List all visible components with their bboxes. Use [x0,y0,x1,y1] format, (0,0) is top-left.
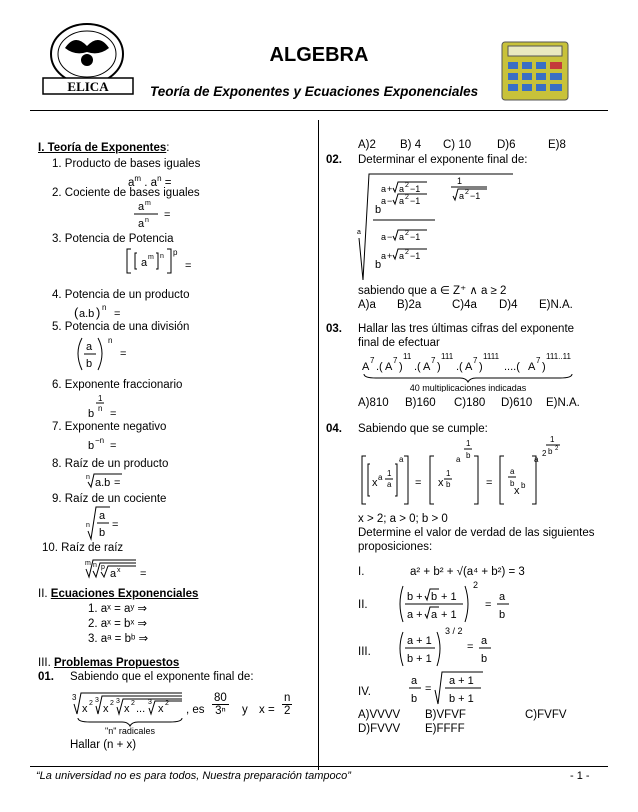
svg-text:b: b [510,479,515,488]
header-divider [30,110,608,111]
svg-text:2: 2 [405,230,409,237]
svg-text:−1: −1 [410,184,421,194]
svg-text:=: = [110,440,117,452]
page-title: ALGEBRA [269,44,369,66]
answer-option: B)VFVF [425,709,466,721]
svg-text:m: m [85,560,91,567]
answer-option: C)4a [452,299,477,311]
problem-text: Hallar las tres últimas cifras del exponente [358,323,575,335]
svg-text:7: 7 [431,356,436,365]
rule-item: 6. Exponente fraccionario [52,379,183,391]
svg-text:n: n [102,303,107,312]
svg-text:=: = [485,599,492,611]
answer-option: A)810 [358,397,389,409]
svg-text:a.b: a.b [95,477,111,489]
answer-option: B)160 [405,397,436,409]
svg-text:n: n [86,522,90,529]
fraction-80-over-3n: $\frac{80}{\text{3ⁿ}}$ [214,692,227,717]
svg-text:7: 7 [473,356,478,365]
svg-text:1: 1 [466,439,471,448]
svg-text:(: ( [74,305,79,320]
svg-text:b: b [548,447,553,456]
svg-text:b: b [88,408,95,420]
svg-text:1: 1 [446,469,451,478]
problem-text: Sabiendo que se cumple: [358,423,488,435]
svg-text:): ) [96,305,101,320]
rule-item: 8. Raíz de un producto [52,458,169,470]
svg-text:a + 1: a + 1 [449,675,474,687]
svg-text:a: a [456,455,461,464]
answer-option: D)4 [499,299,518,311]
svg-text:a: a [499,591,506,603]
svg-text:−: − [387,196,393,206]
svg-text:a: a [534,455,539,464]
svg-text:a: a [138,201,145,213]
problem-text: Sabiendo que el exponente final de: [70,671,254,683]
rule-item: 10. Raíz de raíz [42,542,124,554]
svg-text:−1: −1 [470,191,481,201]
svg-text:a: a [459,191,465,201]
svg-text:a: a [381,232,387,242]
svg-text:b + 1: b + 1 [407,653,432,665]
proposition-4 [405,670,505,710]
problem-text-y: y [242,704,248,716]
equation-rule: 2. aˣ = bˣ ⇒ [88,618,148,630]
answer-option: B)2a [397,299,422,311]
svg-text:=: = [415,477,422,489]
svg-text:b: b [99,527,106,539]
svg-text:a: a [399,232,405,242]
svg-text:2: 2 [405,249,409,256]
svg-text:2: 2 [405,182,409,189]
calculator-icon [500,40,570,102]
answer-option: E)8 [548,139,566,151]
problem-text-es: , es [186,704,205,716]
svg-text:a: a [399,196,405,206]
svg-text:n: n [160,253,164,260]
svg-text:n: n [86,474,90,481]
answer-option: C)180 [454,397,486,409]
formula-quotient [130,197,190,231]
svg-text:b: b [481,653,488,665]
svg-text:+ 1: + 1 [441,591,457,603]
svg-text:x: x [103,703,109,715]
svg-text:x: x [82,703,88,715]
svg-text:40 multiplicaciones indicada: 40 multiplicaciones indicadas [409,383,527,392]
svg-text:): ) [479,361,483,373]
svg-text:x: x [372,477,378,489]
svg-text:1: 1 [98,394,103,403]
problem-condition: x > 2; a > 0; b > 0 [358,513,448,525]
section-2-heading: II. Ecuaciones Exponenciales [38,588,199,600]
answer-option: A)a [358,299,376,311]
svg-text:=: = [110,408,117,420]
svg-text:a: a [381,251,387,261]
svg-text:...: ... [136,703,146,715]
svg-text:1111: 1111 [483,352,500,361]
answer-option: D)610 [501,397,533,409]
svg-text:x: x [124,703,130,715]
svg-text:a: a [381,196,387,206]
fraction-n-over-2: $\frac{n}{2}$ [284,692,291,717]
svg-text:a: a [481,635,488,647]
svg-text:a: a [399,184,405,194]
rule-item: 9. Raíz de un cociente [52,493,167,505]
proposition-label: III. [358,646,371,658]
proposition-label: II. [358,599,368,611]
svg-text:b: b [499,609,506,621]
answer-option: C)FVFV [525,709,567,721]
svg-text:a: a [378,473,383,482]
problem-text-x: x = [259,704,275,716]
svg-text:a: a [86,341,93,353]
svg-text:2: 2 [110,700,114,707]
svg-text:): ) [542,361,546,373]
svg-text:A: A [528,361,536,373]
svg-text:.(: .( [456,361,463,373]
svg-text:2: 2 [165,700,169,707]
svg-text:a: a [381,184,387,194]
svg-text:a: a [411,675,418,687]
page-number: - 1 - [570,770,590,782]
svg-text:b: b [375,259,382,271]
svg-text:b: b [375,204,382,216]
svg-text:b +: b + [407,591,423,603]
svg-text:b: b [431,591,438,603]
svg-text:.(: .( [376,361,383,373]
svg-text:2: 2 [131,700,135,707]
formula-negative-exponent [84,434,154,454]
answer-option: A)VVVV [358,709,401,721]
section-3-heading: III. Problemas Propuestos [38,657,180,669]
formula-nested-radicals [70,690,190,734]
svg-text:a: a [387,480,392,489]
svg-text:n: n [108,336,113,345]
svg-text:a: a [510,467,515,476]
svg-text:b: b [411,693,418,705]
formula-power-of-power [125,245,205,277]
svg-text:b: b [86,358,93,370]
svg-text:p: p [173,248,178,257]
answer-option: E)N.A. [546,397,580,409]
formula-root-product [84,470,154,490]
svg-text:=: = [140,568,147,580]
svg-text:"n" radicales: "n" radicales [105,726,155,734]
formula-nested-exponent [355,168,515,284]
problem-text: Determine el valor de verdad de las siguientes [358,527,595,539]
svg-text:ELICA: ELICA [67,79,109,94]
svg-text:2: 2 [405,194,409,201]
formula-product: $a^m$ . $a^n$ = [128,174,172,189]
svg-text:b: b [521,481,526,490]
answer-option: A)2 [358,139,376,151]
problem-number: 02. [326,154,342,166]
rule-item: 5. Potencia de una división [52,321,190,333]
svg-text:x: x [438,477,444,489]
footer-quote: “La universidad no es para todos, Nuestra preparación tampoco” [36,770,351,782]
svg-text:b: b [88,440,95,452]
answer-option: E)N.A. [539,299,573,311]
svg-text:3 / 2: 3 / 2 [445,626,463,636]
svg-text:7: 7 [370,356,375,365]
svg-text:=: = [486,477,493,489]
rule-item: 3. Potencia de Potencia [52,233,174,245]
svg-text:2: 2 [542,449,547,458]
svg-text:a: a [141,257,148,269]
formula-fractional-exponent [84,393,144,423]
svg-text:3: 3 [95,697,99,704]
svg-text:2: 2 [465,189,469,196]
svg-text:=: = [114,477,121,489]
svg-text:a: a [357,229,361,236]
proposition-label: IV. [358,686,372,698]
rule-item: 2. Cociente de bases iguales [52,187,200,199]
svg-text:): ) [399,361,403,373]
svg-text:x: x [158,703,164,715]
svg-text:+: + [387,251,393,261]
formula-power-chain [360,350,610,392]
equation-rule: 3. aᵃ = bᵇ ⇒ [88,633,149,645]
svg-text:3: 3 [72,693,77,702]
svg-text:−1: −1 [410,232,421,242]
svg-text:+: + [387,184,393,194]
svg-text:−: − [387,232,393,242]
svg-text:1: 1 [457,176,463,186]
formula-division-power [72,334,152,374]
svg-text:a: a [110,568,117,580]
svg-text:a: a [99,510,106,522]
problem-question: Hallar (n + x) [70,739,137,751]
svg-text:A: A [385,361,393,373]
svg-text:2: 2 [555,446,559,452]
answer-option: D)FVVV [358,723,401,735]
svg-text:a: a [138,218,145,230]
equation-rule: 1. aˣ = aʸ ⇒ [88,603,147,615]
svg-text:111: 111 [441,352,454,361]
rule-item: 1. Producto de bases iguales [52,158,201,170]
svg-text:n: n [98,404,103,413]
proposition-2 [395,578,525,624]
problem-number: 04. [326,423,342,435]
svg-text:−1: −1 [410,196,421,206]
svg-text:m: m [148,254,154,261]
svg-text:=: = [467,641,474,653]
svg-text:n: n [93,562,97,569]
footer-divider [30,766,608,767]
svg-text:a.b: a.b [79,308,95,320]
problem-number: 03. [326,323,342,335]
answer-option: B) 4 [400,139,422,151]
svg-text:a + 1: a + 1 [407,635,432,647]
svg-text:=: = [120,348,127,360]
problem-text: final de efectuar [358,337,440,349]
svg-text:+ 1: + 1 [441,609,457,621]
svg-text:=: = [114,308,121,320]
svg-text:1: 1 [387,469,392,478]
column-divider [318,120,319,770]
svg-text:n: n [145,217,149,224]
answer-option: E)FFFF [425,723,465,735]
answer-option: C) 10 [443,139,472,151]
formula-root-quotient [84,505,144,545]
svg-text:A: A [465,361,473,373]
svg-text:7: 7 [393,356,398,365]
svg-text:=: = [112,519,119,531]
svg-text:b: b [466,451,471,460]
svg-text:a: a [399,251,405,261]
problem-text: Determinar el exponente final de: [358,154,528,166]
svg-text:3: 3 [148,699,152,706]
svg-text:=: = [185,260,192,272]
svg-text:−n: −n [95,436,105,445]
rule-item: 7. Exponente negativo [52,421,167,433]
proposition-1: a² + b² + √(a⁴ + b²) = 3 [410,566,525,578]
problem-condition: sabiendo que a ∈ Z⁺ ∧ a ≥ 2 [358,285,507,297]
svg-text:a +: a + [407,609,423,621]
section-1-heading: I. Teoría de Exponentes: [38,142,170,154]
svg-text:A: A [423,361,431,373]
svg-text:p: p [101,564,105,571]
svg-text:11: 11 [403,352,412,361]
problem-text: proposiciones: [358,541,433,553]
svg-text:−1: −1 [410,251,421,261]
svg-text:a: a [399,455,404,464]
svg-text:b + 1: b + 1 [449,693,474,705]
svg-text:2: 2 [89,700,93,707]
page-subtitle: Teoría de Exponentes y Ecuaciones Exponenciales [150,84,479,99]
svg-text:A: A [362,361,370,373]
svg-text:=: = [164,209,171,221]
svg-text:....(: ....( [504,361,520,373]
svg-text:.(: .( [414,361,421,373]
svg-text:m: m [145,200,151,207]
proposition-label: I. [358,566,365,578]
svg-text:3: 3 [116,698,120,705]
svg-text:x: x [514,485,520,497]
svg-text:): ) [437,361,441,373]
svg-text:2: 2 [473,580,479,590]
problem-number: 01. [38,671,54,683]
svg-text:b: b [446,480,451,489]
answer-option: D)6 [497,139,516,151]
svg-text:111..11: 111..11 [546,352,571,361]
svg-text:=: = [425,683,432,695]
formula-root-of-root [84,557,164,581]
svg-text:7: 7 [536,356,541,365]
svg-text:x: x [117,567,121,574]
rule-item: 4. Potencia de un producto [52,289,190,301]
formula-exponent-equality [360,436,600,506]
proposition-3 [395,624,505,668]
svg-text:1: 1 [550,436,555,444]
svg-text:a: a [431,609,438,621]
